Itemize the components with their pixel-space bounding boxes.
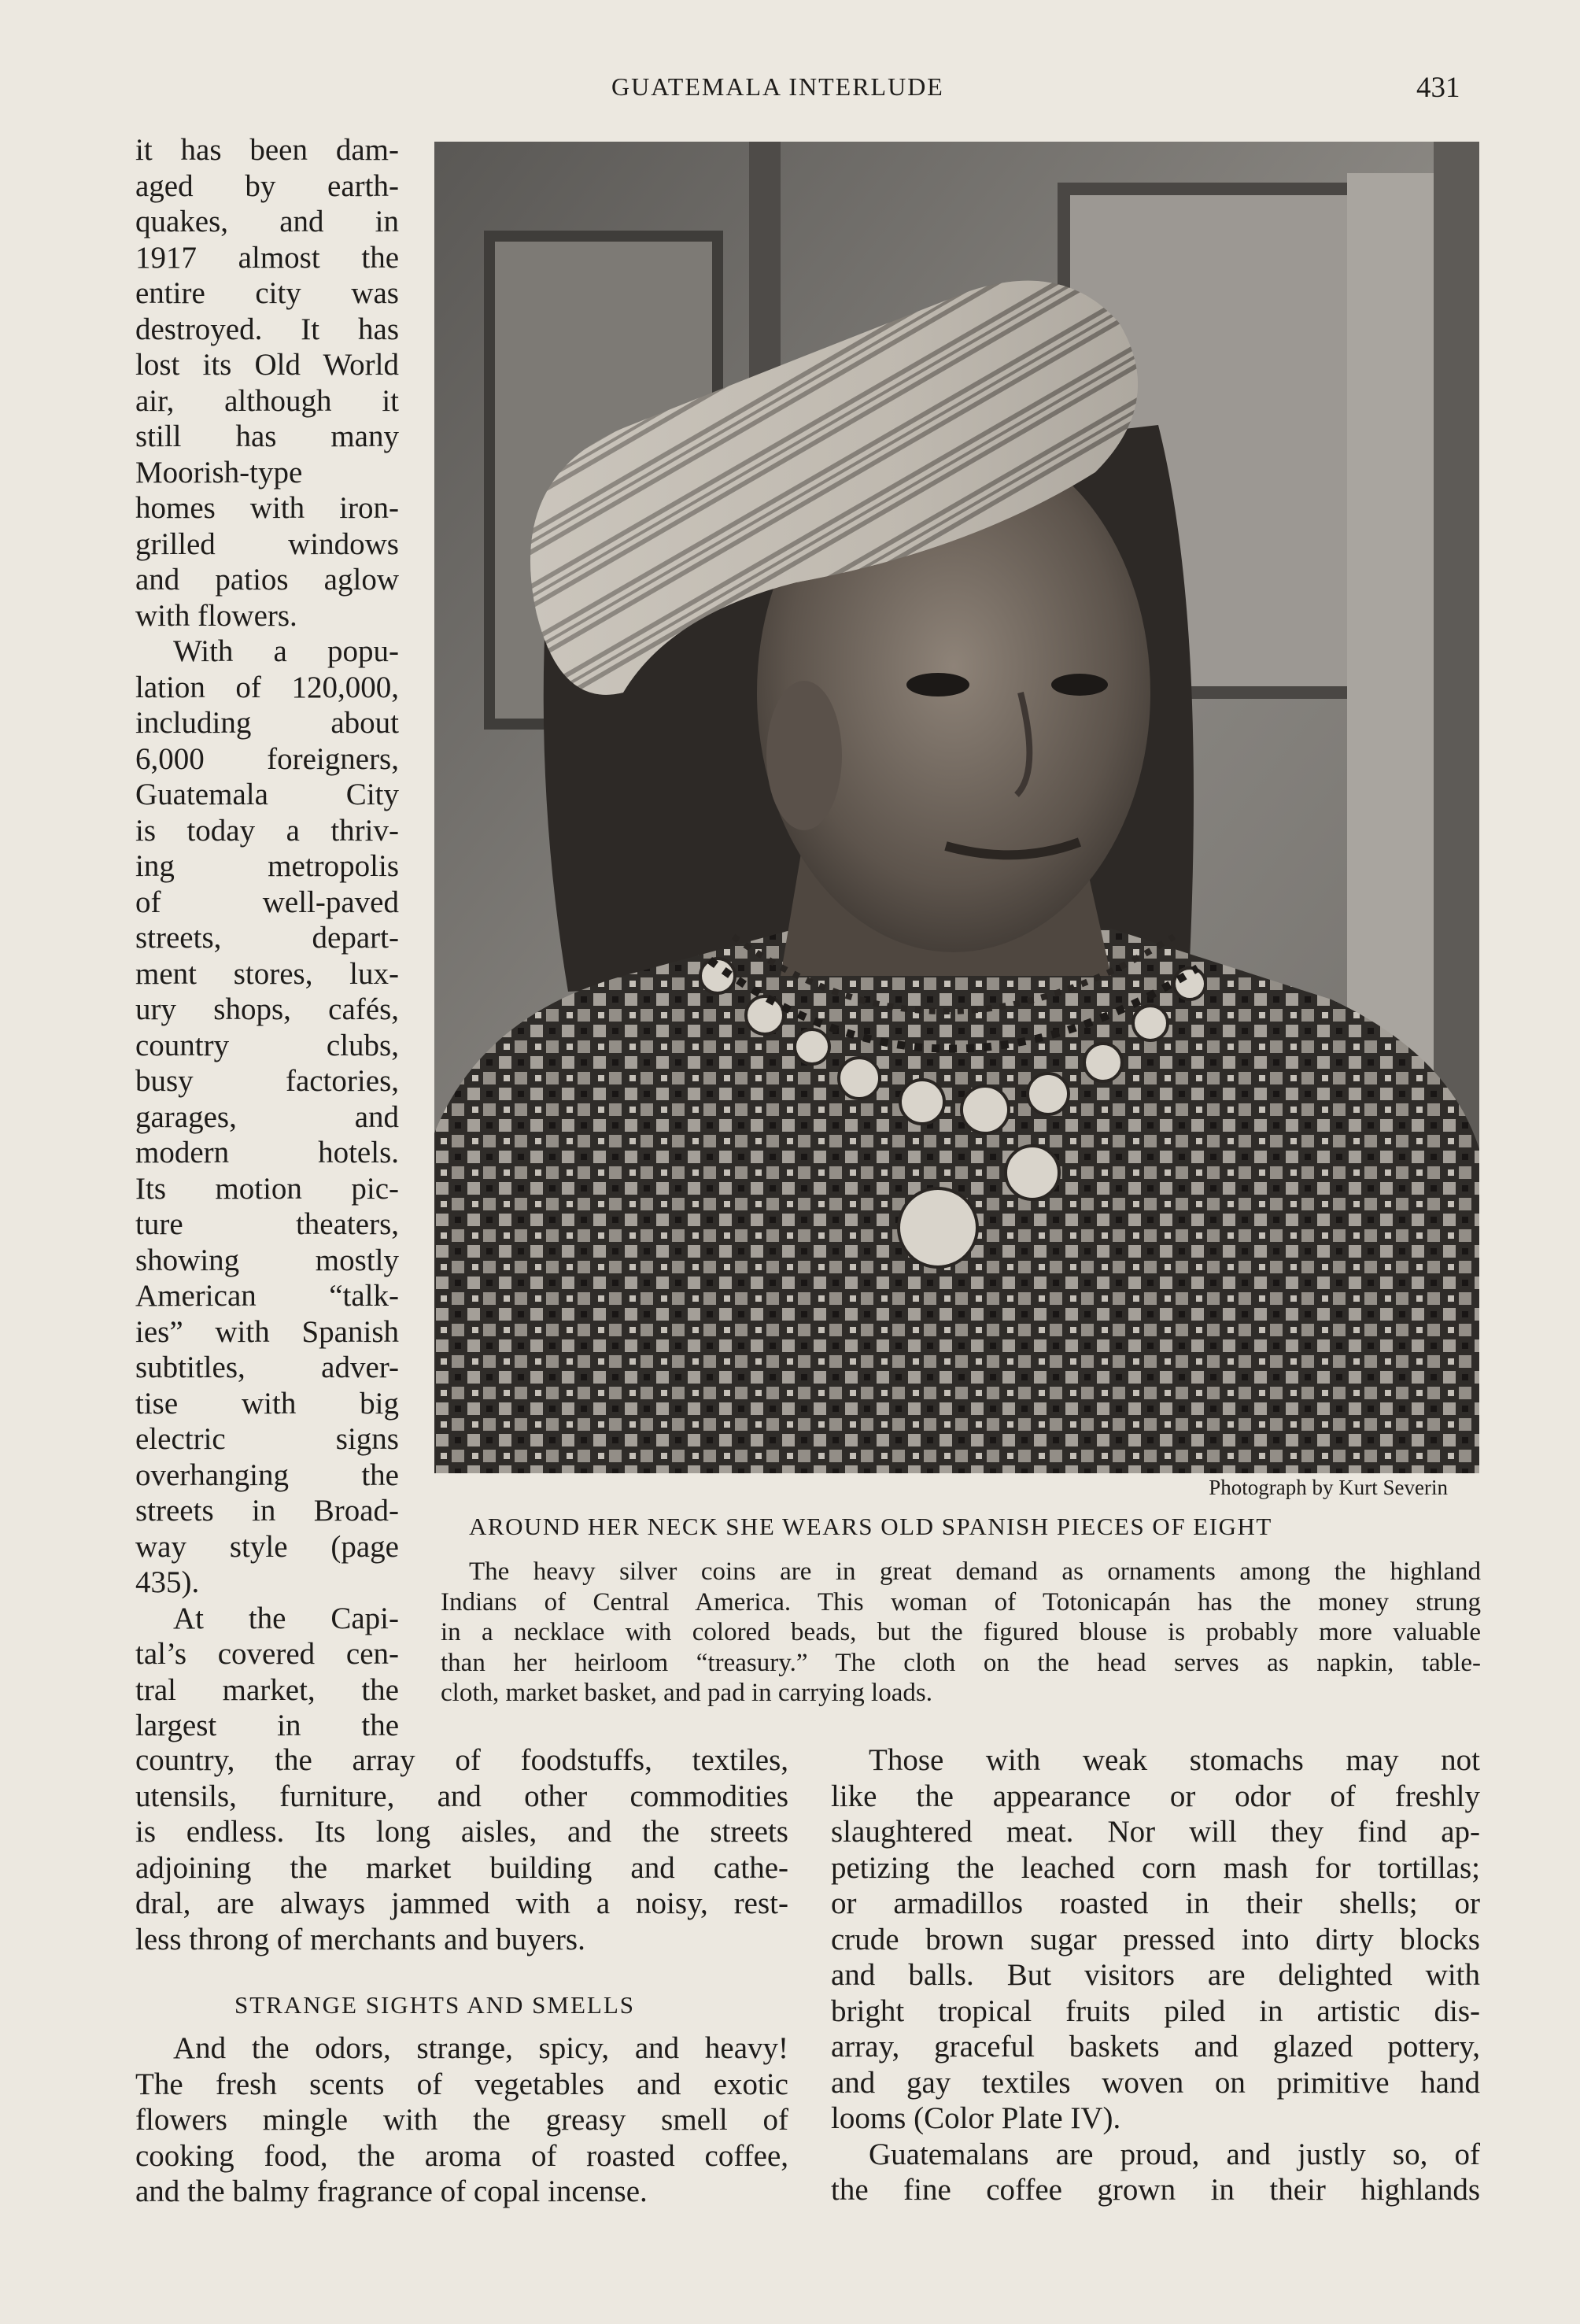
caption-line: than her heirloom “treasury.” The cloth on the head serves as napkin, table- [441, 1648, 1481, 1677]
caption-line: in a necklace with colored beads, but the figured blouse is probably more valuable [441, 1618, 1481, 1646]
text-line: way style (page [135, 1529, 399, 1564]
text-line: crude brown sugar pressed into dirty blocks [831, 1922, 1480, 1956]
text-line: Moorish-type [135, 455, 303, 490]
text-line: adjoining the market building and cathe- [135, 1850, 788, 1885]
text-line: still has many [135, 419, 399, 453]
narrow-text-column [135, 132, 399, 1744]
caption-line: cloth, market basket, and pad in carrying loads. [441, 1679, 932, 1707]
text-line: like the appearance or odor of freshly [831, 1779, 1480, 1813]
text-line: including about [135, 706, 399, 740]
text-line: ment stores, lux- [135, 956, 399, 991]
caption-title: AROUND HER NECK SHE WEARS OLD SPANISH PIECES OF EIGHT [469, 1513, 1272, 1540]
text-line: array, graceful baskets and glazed pottery, [831, 2030, 1480, 2064]
text-line: 435). [135, 1565, 200, 1599]
text-line: the fine coffee grown in their highlands [831, 2173, 1480, 2207]
left-text-column-continued [135, 2030, 788, 2210]
text-line: At the Capi- [173, 1601, 399, 1635]
text-line: entire city was [135, 276, 399, 310]
text-line: 1917 almost the [135, 240, 399, 275]
text-line: subtitles, adver- [135, 1350, 399, 1384]
text-line: lost its Old World [135, 348, 399, 382]
text-line: and patios aglow [135, 563, 399, 597]
text-line: overhanging the [135, 1458, 399, 1492]
text-line: tal’s covered cen- [135, 1637, 399, 1671]
running-title: GUATEMALA INTERLUDE [611, 72, 944, 101]
photo-credit: Photograph by Kurt Severin [1209, 1476, 1448, 1499]
text-line: it has been dam- [135, 133, 399, 167]
text-line: is today a thriv- [135, 813, 399, 848]
text-line: is endless. Its long aisles, and the streets [135, 1815, 788, 1849]
text-line: bright tropical fruits piled in artistic dis- [831, 1993, 1480, 2028]
text-line: utensils, furniture, and other commodities [135, 1779, 788, 1813]
text-line: garages, and [135, 1099, 399, 1134]
text-line: homes with iron- [135, 491, 399, 525]
text-line: Those with weak stomachs may not [869, 1743, 1480, 1777]
text-line: largest in the [135, 1709, 399, 1742]
text-line: Its motion pic- [135, 1171, 399, 1206]
text-line: destroyed. It has [135, 312, 399, 346]
caption-line: The heavy silver coins are in great demand as ornaments among the highland [469, 1557, 1481, 1586]
text-line: ing metropolis [135, 849, 399, 883]
text-line: tral market, the [135, 1672, 399, 1707]
caption-line: Indians of Central America. This woman of Totonicapán has the money strung [441, 1587, 1481, 1616]
text-line: dral, are always jammed with a noisy, rest- [135, 1886, 788, 1920]
text-line: ies” with Spanish [135, 1314, 399, 1349]
text-line: busy factories, [135, 1064, 399, 1098]
text-line: less throng of merchants and buyers. [135, 1922, 585, 1956]
text-line: grilled windows [135, 527, 399, 561]
text-line: slaughtered meat. Nor will they find ap- [831, 1815, 1480, 1849]
text-line: of well-paved [135, 885, 399, 919]
text-line: streets in Broad- [135, 1494, 399, 1528]
text-line: tise with big [135, 1386, 399, 1421]
text-line: ture theaters, [135, 1207, 399, 1241]
photo-caption [441, 1557, 1481, 1709]
portrait-photo [434, 142, 1479, 1473]
right-text-column [831, 1742, 1480, 2208]
text-line: Guatemala City [135, 778, 399, 811]
text-line: country, the array of foodstuffs, textiles, [135, 1743, 788, 1777]
text-line: or armadillos roasted in their shells; or [831, 1886, 1480, 1920]
text-line: American “talk- [135, 1279, 399, 1313]
page-number: 431 [1416, 72, 1460, 104]
text-line: The fresh scents of vegetables and exotic [135, 2067, 788, 2101]
text-line: country clubs, [135, 1028, 399, 1062]
text-line: lation of 120,000, [135, 670, 399, 704]
text-line: modern hotels. [135, 1136, 399, 1169]
left-text-column [135, 1742, 788, 1957]
section-subhead: STRANGE SIGHTS AND SMELLS [234, 1991, 636, 2019]
text-line: With a popu- [173, 634, 399, 668]
text-line: aged by earth- [135, 168, 399, 203]
text-line: Guatemalans are proud, and justly so, of [869, 2137, 1480, 2171]
text-line: air, although it [135, 383, 399, 418]
text-line: flowers mingle with the greasy smell of [135, 2103, 788, 2137]
text-line: and the balmy fragrance of copal incense. [135, 2174, 648, 2208]
text-line: streets, depart- [135, 921, 399, 955]
text-line: and balls. But visitors are delighted with [831, 1958, 1480, 1992]
text-line: cooking food, the aroma of roasted coffee, [135, 2138, 788, 2173]
text-line: showing mostly [135, 1243, 399, 1277]
text-line: petizing the leached corn mash for tortillas; [831, 1850, 1480, 1885]
text-line: ury shops, cafés, [135, 992, 399, 1026]
text-line: quakes, and in [135, 205, 399, 238]
text-line: with flowers. [135, 598, 297, 633]
text-line: looms (Color Plate IV). [831, 2101, 1121, 2135]
text-line: And the odors, strange, spicy, and heavy! [173, 2031, 788, 2065]
text-line: and gay textiles woven on primitive hand [831, 2065, 1480, 2100]
text-line: 6,000 foreigners, [135, 741, 399, 776]
text-line: electric signs [135, 1422, 399, 1456]
woman-portrait-photo [434, 142, 1479, 1473]
